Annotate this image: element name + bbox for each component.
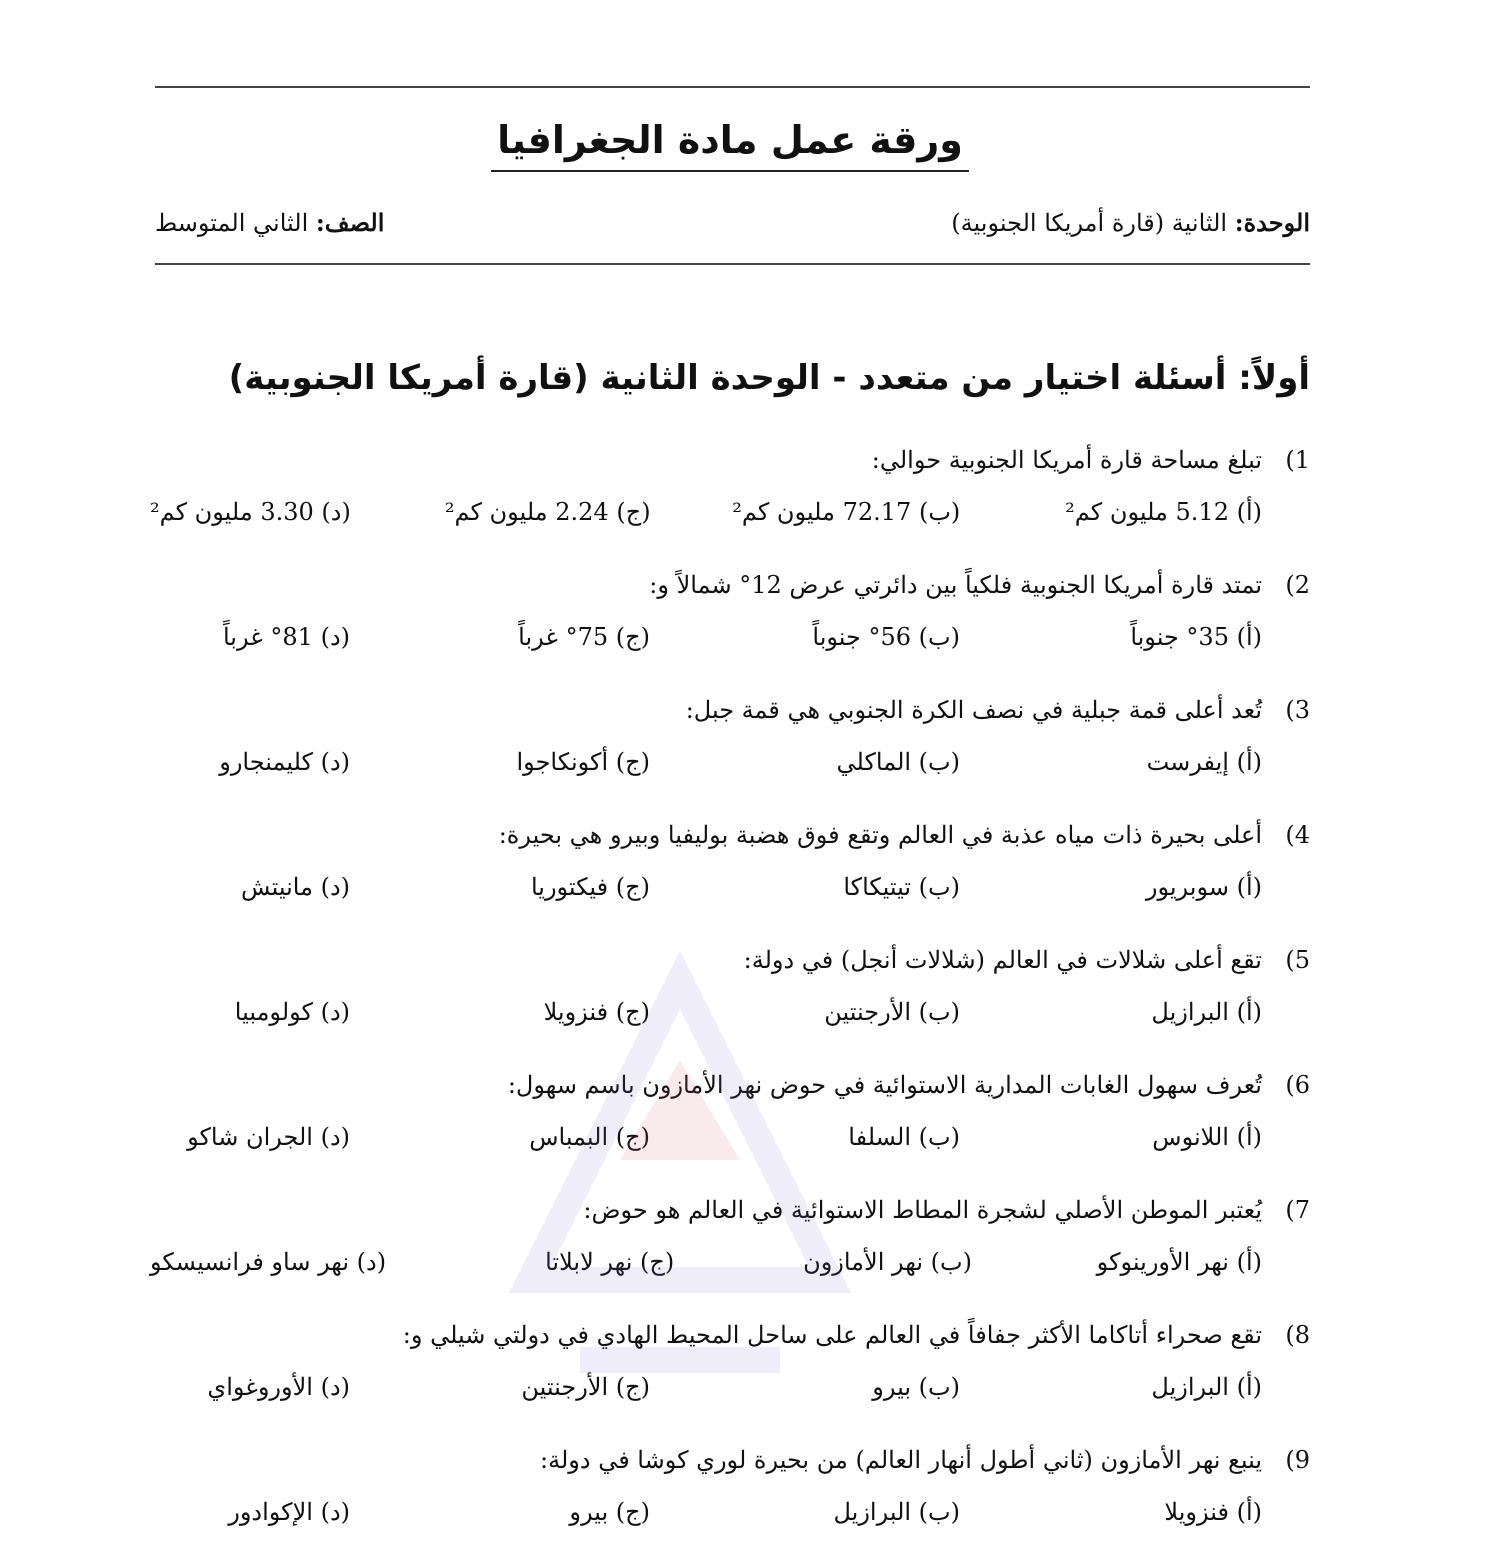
grade-info <box>155 208 384 237</box>
option-d: (د) الأوروغواي <box>207 1373 350 1401</box>
option-c: (ج) فنزويلا <box>543 998 650 1026</box>
option-a: (أ) اللانوس <box>1152 1123 1262 1151</box>
question-number: 2) <box>1285 571 1310 599</box>
option-c: (ج) 75° غرباً <box>518 623 650 651</box>
options-row <box>150 1492 1262 1532</box>
question-text: تُعد أعلى قمة جبلية في نصف الكرة الجنوبي هي قمة جبل: <box>685 696 1262 724</box>
question-item <box>150 1065 1310 1190</box>
grade-label: الصف: <box>315 208 385 237</box>
option-c: (ج) فيكتوريا <box>530 873 650 901</box>
option-b: (ب) الأرجنتين <box>824 998 960 1026</box>
question-stem <box>150 690 1310 742</box>
question-item <box>150 440 1310 565</box>
question-item <box>150 690 1310 815</box>
options-row <box>150 617 1262 657</box>
option-c: (ج) بيرو <box>569 1498 650 1526</box>
option-d: (د) الجران شاكو <box>187 1123 350 1151</box>
question-stem <box>150 1190 1310 1242</box>
unit-label: الوحدة: <box>1234 208 1310 237</box>
question-text: يُعتبر الموطن الأصلي لشجرة المطاط الاستوائية في العالم هو حوض: <box>583 1196 1262 1224</box>
question-stem <box>150 1440 1310 1492</box>
question-number: 4) <box>1285 821 1310 849</box>
options-row <box>150 1242 1262 1282</box>
unit-value: الثانية (قارة أمريكا الجنوبية) <box>951 209 1228 237</box>
question-number: 5) <box>1285 946 1310 974</box>
question-text: تمتد قارة أمريكا الجنوبية فلكياً بين دائرتي عرض 12° شمالاً و: <box>649 571 1262 599</box>
question-stem <box>150 1315 1310 1367</box>
question-text: تقع صحراء أتاكاما الأكثر جفافاً في العالم على ساحل المحيط الهادي في دولتي شيلي و: <box>402 1321 1262 1349</box>
option-d: (د) كليمنجارو <box>219 748 350 776</box>
option-a: (أ) سوبريور <box>1145 873 1262 901</box>
options-row <box>150 492 1262 532</box>
question-stem <box>150 940 1310 992</box>
header-divider <box>155 263 1310 265</box>
question-text: ينبع نهر الأمازون (ثاني أطول أنهار العالم) من بحيرة لوري كوشا في دولة: <box>540 1446 1262 1474</box>
unit-info <box>951 208 1310 237</box>
option-a: (أ) فنزويلا <box>1164 1498 1262 1526</box>
grade-value: الثاني المتوسط <box>155 209 309 237</box>
option-b: (ب) تيتيكاكا <box>843 873 960 901</box>
option-c: (ج) 2.24 مليون كم² <box>444 498 651 526</box>
options-row <box>150 992 1262 1032</box>
question-number: 1) <box>1285 446 1310 474</box>
question-item <box>150 1315 1310 1440</box>
option-a: (أ) نهر الأورينوكو <box>1096 1248 1262 1276</box>
option-a: (أ) 5.12 مليون كم² <box>1065 498 1262 526</box>
options-row <box>150 867 1262 907</box>
question-number: 6) <box>1285 1071 1310 1099</box>
options-row <box>150 1117 1262 1157</box>
section-heading: أولاً: أسئلة اختيار من متعدد - الوحدة الثانية (قارة أمريكا الجنوبية) <box>228 358 1310 398</box>
top-divider <box>155 86 1310 88</box>
option-d: (د) كولومبيا <box>234 998 350 1026</box>
option-b: (ب) البرازيل <box>833 1498 960 1526</box>
options-row <box>150 1367 1262 1407</box>
question-stem <box>150 440 1310 492</box>
option-b: (ب) نهر الأمازون <box>803 1248 972 1276</box>
question-text: تقع أعلى شلالات في العالم (شلالات أنجل) في دولة: <box>743 946 1262 974</box>
option-b: (ب) 72.17 مليون كم² <box>732 498 961 526</box>
question-stem <box>150 1065 1310 1117</box>
option-c: (ج) أكونكاجوا <box>516 748 650 776</box>
question-number: 7) <box>1285 1196 1310 1224</box>
questions-list <box>150 440 1310 1565</box>
option-c: (ج) الأرجنتين <box>521 1373 650 1401</box>
option-d: (د) مانيتش <box>241 873 350 901</box>
question-text: تبلغ مساحة قارة أمريكا الجنوبية حوالي: <box>871 446 1262 474</box>
option-a: (أ) 35° جنوباً <box>1130 623 1262 651</box>
worksheet-title: ورقة عمل مادة الجغرافيا <box>491 118 969 172</box>
option-b: (ب) بيرو <box>872 1373 960 1401</box>
question-number: 9) <box>1285 1446 1310 1474</box>
option-d: (د) 81° غرباً <box>222 623 350 651</box>
option-d: (د) 3.30 مليون كم² <box>150 498 351 526</box>
question-item <box>150 940 1310 1065</box>
option-c: (ج) نهر لابلاتا <box>545 1248 675 1276</box>
question-item <box>150 1190 1310 1315</box>
option-c: (ج) البمباس <box>529 1123 650 1151</box>
option-b: (ب) السلفا <box>848 1123 960 1151</box>
option-b: (ب) الماكلي <box>836 748 960 776</box>
question-stem <box>150 815 1310 867</box>
options-row <box>150 742 1262 782</box>
option-a: (أ) البرازيل <box>1151 1373 1262 1401</box>
question-item <box>150 1440 1310 1565</box>
option-b: (ب) 56° جنوباً <box>812 623 960 651</box>
option-d: (د) نهر ساو فرانسيسكو <box>150 1248 387 1276</box>
option-a: (أ) إيفرست <box>1146 748 1262 776</box>
question-item <box>150 815 1310 940</box>
question-text: تُعرف سهول الغابات المدارية الاستوائية في حوض نهر الأمازون باسم سهول: <box>507 1071 1262 1099</box>
title-container <box>0 118 1460 172</box>
question-stem <box>150 565 1310 617</box>
question-item <box>150 565 1310 690</box>
option-a: (أ) البرازيل <box>1151 998 1262 1026</box>
question-text: أعلى بحيرة ذات مياه عذبة في العالم وتقع فوق هضبة بوليفيا وبيرو هي بحيرة: <box>498 821 1262 849</box>
question-number: 8) <box>1285 1321 1310 1349</box>
option-d: (د) الإكوادور <box>228 1498 350 1526</box>
question-number: 3) <box>1285 696 1310 724</box>
